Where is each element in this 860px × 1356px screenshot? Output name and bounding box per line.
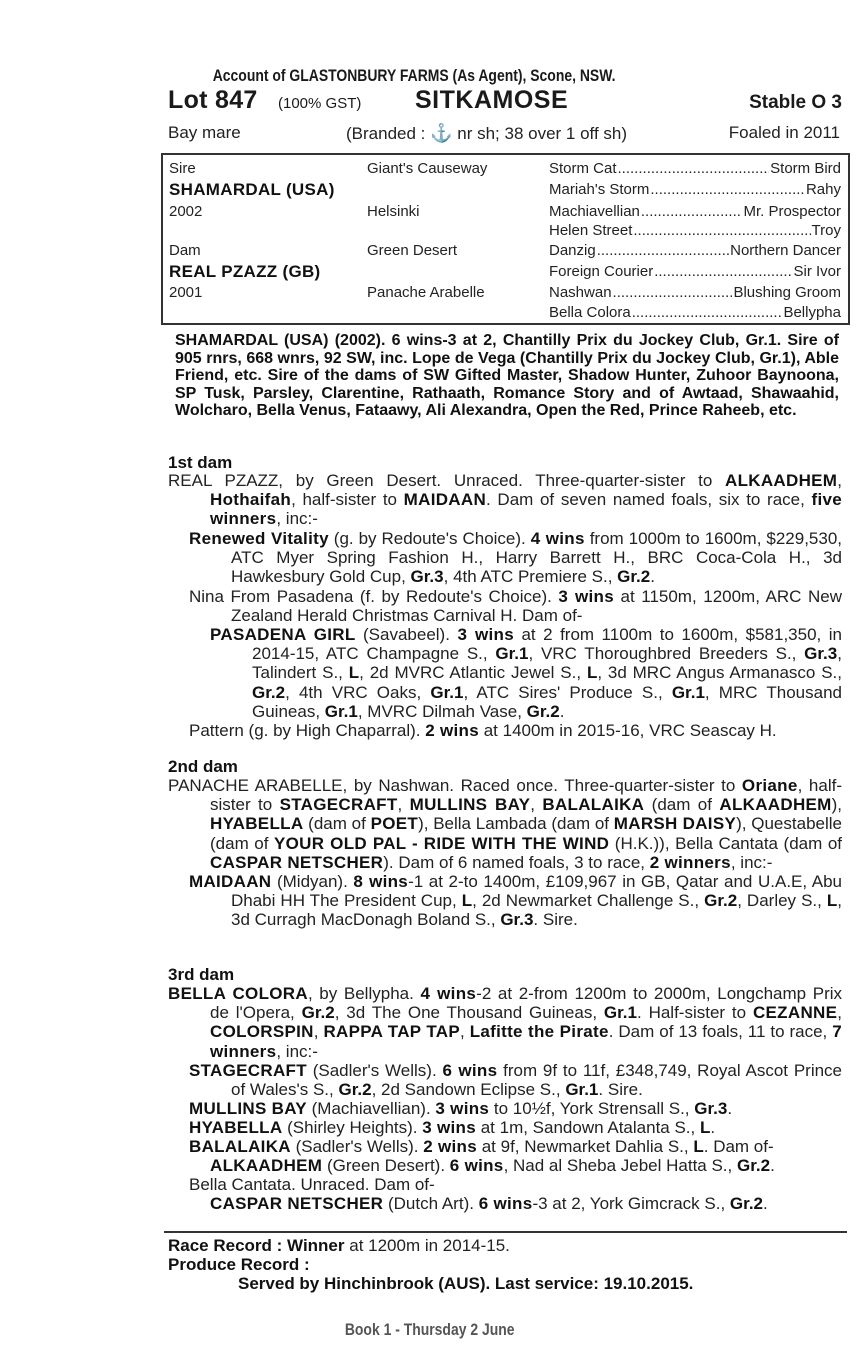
race-grade: L — [586, 663, 598, 683]
dam-name: REAL PZAZZ (GB) — [169, 262, 321, 281]
entry-text: (Midyan). — [271, 872, 354, 891]
entry-text: PANACHE ARABELLE, by Nashwan. Raced once. Three-quarter-sister to — [168, 776, 742, 795]
race-grade: L — [826, 891, 838, 911]
entry-text: ), Bella Lambada (dam of — [418, 814, 614, 834]
race-grade: Gr.3 — [804, 644, 838, 664]
entry-text: . — [763, 1194, 768, 1213]
entry-text: , VRC Thoroughbred Breeders S., — [528, 644, 805, 664]
horse-highlight: Renewed Vitality — [189, 529, 329, 548]
entry-text: (Savabeel). — [355, 625, 458, 644]
horse-highlight: five winners — [210, 490, 842, 529]
entry-text: . Sire. — [598, 1080, 643, 1100]
entry-text: Nina From Pasadena (f. by Redoute's Choice). — [189, 587, 559, 606]
horse-highlight: CASPAR NETSCHER — [210, 852, 384, 872]
page-footer: Book 1 - Thursday 2 June — [344, 1320, 515, 1339]
entry-text: . — [559, 701, 565, 721]
brand-suffix: nr sh; 38 over 1 off sh) — [452, 124, 628, 143]
entry-text: , inc:- — [276, 1041, 318, 1061]
entry-text: -3 at 2, York Gimcrack S., — [532, 1194, 730, 1213]
race-grade: Gr.2 — [301, 1003, 335, 1023]
horse-highlight: 6 wins — [442, 1061, 498, 1080]
sire-summary: SHAMARDAL (USA) (2002). 6 wins-3 at 2, Chantilly Prix du Jockey Club, Gr.1. Sire of 905 rnrs, 668 wnrs, 92 SW, inc. Lope de Vega (Chantilly Prix du Jockey Club, Gr.1), Able Friend, etc. Sire of the dams of SW Gifted Master, Shadow Hunter, Zuhoor Baynoona, SP Tusk, Parsley, Clarentine, Rathaath, Romance Story and of Awtaad, Shawaahid, Wolcharo, Bella Venus, Fataawy, Ali Alexandra, Open the Red, Prince Raheeb, etc. — [175, 332, 839, 419]
entry-text: , — [313, 1022, 324, 1042]
horse-highlight: CEZANNE — [752, 1003, 838, 1023]
entry-text: , 3d The One Thousand Guineas, — [334, 1003, 604, 1023]
pedigree-g3-row: Mariah's Storm ..... Rahy — [549, 181, 841, 198]
horse-highlight: 7 winners — [210, 1022, 842, 1061]
entry-text: -1 at 2-to 1400m, £109,967 in GB, Qatar and U.A.E, Abu Dhabi HH The President Cup, — [231, 872, 843, 911]
race-grade: Gr.1 — [565, 1080, 599, 1100]
horse-highlight: RAPPA TAP TAP — [323, 1022, 461, 1042]
horse-highlight: 6 wins — [449, 1156, 504, 1175]
entry-text: from 1000m to 1600m, $229,530, ATC Myer Spring Fashion H., Harry Barrett H., BRC Coca-Cola H., 3d Hawkesbury Gold Cup, — [231, 529, 843, 587]
entry-text: . Dam of- — [703, 1137, 774, 1156]
entry-text: , Nad al Sheba Jebel Hatta S., — [503, 1156, 737, 1175]
pedigree-entry — [189, 721, 842, 740]
horse-highlight: Hothaifah — [210, 490, 292, 510]
race-grade: Gr.2 — [526, 701, 560, 721]
dam-label: Dam — [169, 242, 201, 259]
stable-location: Stable O 3 — [749, 92, 842, 113]
entry-text: ), Questabelle (dam of — [210, 814, 842, 853]
section-divider — [164, 1231, 847, 1233]
pedigree-g3-row: Storm Cat ..... Storm Bird — [549, 160, 841, 177]
entry-text: , MVRC Dilmah Vase, — [357, 701, 527, 721]
race-grade: Gr.2 — [338, 1080, 372, 1100]
brand-prefix: (Branded : — [346, 124, 431, 143]
entry-text: (dam of — [303, 814, 371, 834]
horse-highlight: 8 wins — [353, 872, 409, 891]
race-grade: L — [699, 1118, 711, 1137]
entry-text: (Sadler's Wells). — [290, 1137, 424, 1156]
entry-text: (Machiavellian). — [306, 1099, 436, 1118]
race-grade: Gr.3 — [500, 910, 534, 930]
race-grade: Gr.3 — [694, 1099, 728, 1118]
entry-text: , inc:- — [730, 852, 773, 872]
race-grade: Gr.1 — [430, 682, 464, 702]
entry-text: , — [397, 795, 410, 815]
entry-text: . — [710, 1118, 716, 1137]
entry-text: , ATC Sires' Produce S., — [463, 682, 672, 702]
race-record — [168, 1236, 510, 1256]
pedigree-g3-row: Bella Colora ..... Bellypha — [549, 304, 841, 321]
entry-text: , — [837, 471, 842, 490]
horse-highlight: 4 wins — [530, 529, 585, 548]
pedigree-entry — [210, 1194, 842, 1213]
pedigree-entry — [168, 984, 842, 1061]
horse-highlight: PASADENA GIRL — [210, 625, 356, 644]
entry-text: REAL PZAZZ, by Green Desert. Unraced. Three-quarter-sister to — [168, 471, 726, 490]
horse-highlight: Oriane — [741, 776, 798, 795]
produce-record-label: Produce Record : — [168, 1255, 310, 1274]
lot-header — [168, 86, 842, 118]
pedigree-entry — [189, 587, 842, 625]
horse-sex: Bay mare — [168, 123, 241, 142]
pedigree-entry — [168, 776, 842, 872]
pedigree-g3-row: Danzig ..... Northern Dancer — [549, 242, 841, 259]
race-record-result: Winner — [287, 1236, 345, 1255]
horse-highlight: HYABELLA — [189, 1118, 283, 1137]
entry-text: to 10½f, York Strensall S., — [489, 1099, 695, 1118]
lot-number: Lot 847 — [168, 86, 258, 114]
dam-year: 2001 — [169, 284, 203, 301]
dam-sire: Green Desert — [367, 242, 458, 259]
race-record-detail: at 1200m in 2014-15. — [344, 1236, 510, 1255]
gst-note: (100% GST) — [278, 95, 362, 112]
horse-highlight: BALALAIKA — [189, 1137, 291, 1156]
entry-text: , 3d Curragh MacDonagh Boland S., — [231, 891, 842, 930]
entry-text: (Dutch Art). — [383, 1194, 479, 1213]
entry-text: (Green Desert). — [322, 1156, 450, 1175]
pedigree-entry — [210, 1156, 842, 1175]
sire-label: Sire — [169, 160, 196, 177]
horse-highlight: CASPAR NETSCHER — [210, 1194, 384, 1213]
entry-text: . — [727, 1099, 733, 1118]
race-grade: Gr.2 — [729, 1194, 764, 1213]
foaled-year: Foaled in 2011 — [728, 123, 840, 142]
pedigree-g3-row: Helen Street ..... Troy — [549, 222, 841, 239]
horse-highlight: POET — [370, 814, 419, 834]
entry-text: , half-sister to — [291, 490, 404, 510]
pedigree-g3-row: Nashwan ..... Blushing Groom — [549, 284, 841, 301]
dam-dam: Panache Arabelle — [367, 284, 485, 301]
second-dam-heading: 2nd dam — [168, 757, 238, 776]
pedigree-entry — [189, 1137, 842, 1156]
entry-text: . Dam of 13 foals, 11 to race, — [608, 1022, 833, 1042]
entry-text: at 2 from 1100m to 1600m, $581,350, in 2014-15, ATC Champagne S., — [252, 625, 842, 664]
entry-text: from 9f to 11f, £348,749, Royal Ascot Prince of Wales's S., — [231, 1061, 843, 1100]
entry-text: , 2d Newmarket Challenge S., — [472, 891, 705, 911]
race-record-label: Race Record : — [168, 1236, 288, 1255]
pedigree-entry — [189, 872, 842, 930]
horse-highlight: MARSH DAISY — [613, 814, 737, 834]
sire-name: SHAMARDAL (USA) — [169, 180, 335, 199]
horse-highlight: 2 wins — [423, 1137, 477, 1156]
horse-highlight: MULLINS BAY — [189, 1099, 307, 1118]
entry-text: at 1m, Sandown Atalanta S., — [476, 1118, 700, 1137]
race-grade: Gr.2 — [704, 891, 738, 911]
horse-highlight: 4 wins — [420, 984, 477, 1003]
entry-text: . — [650, 567, 655, 587]
entry-text: Bella Cantata. Unraced. Dam of- — [189, 1175, 435, 1194]
entry-text: at 9f, Newmarket Dahlia S., — [476, 1137, 694, 1156]
entry-text: (H.K.)), Bella Cantata (dam of — [609, 833, 843, 853]
pedigree-entry — [168, 471, 842, 529]
race-grade: Gr.1 — [324, 701, 358, 721]
entry-text: ), — [831, 795, 843, 815]
entry-text: . — [770, 1156, 775, 1175]
horse-highlight: COLORSPIN — [210, 1022, 314, 1042]
pedigree-table — [161, 153, 850, 325]
sire-sire: Giant's Causeway — [367, 160, 488, 177]
entry-text: . Dam of seven named foals, six to race, — [486, 490, 812, 510]
horse-highlight: MAIDAAN — [403, 490, 487, 510]
horse-highlight: YOUR OLD PAL - RIDE WITH THE WIND — [274, 833, 610, 853]
horse-highlight: 3 wins — [422, 1118, 476, 1137]
entry-text: at 1400m in 2015-16, VRC Seascay H. — [478, 721, 777, 740]
sire-dam: Helsinki — [367, 203, 420, 220]
horse-highlight: Lafitte the Pirate — [469, 1022, 609, 1042]
entry-text: , — [837, 1003, 842, 1023]
entry-text: , Darley S., — [737, 891, 827, 911]
vendor-account: Account of GLASTONBURY FARMS (As Agent), Scone, NSW. — [212, 66, 616, 85]
entry-text: , 4th VRC Oaks, — [285, 682, 431, 702]
entry-text: , Talindert S., — [252, 644, 842, 683]
entry-text: at 1150m, 1200m, ARC New Zealand Herald Christmas Carnival H. Dam of- — [231, 587, 842, 626]
horse-highlight: 2 wins — [425, 721, 479, 740]
pedigree-g3-row: Foreign Courier ..... Sir Ivor — [549, 263, 841, 280]
race-grade: L — [461, 891, 473, 911]
pedigree-entry — [189, 1099, 842, 1118]
pedigree-entry — [189, 1175, 842, 1194]
service-note: Served by Hinchinbrook (AUS). Last service: 19.10.2015. — [238, 1274, 694, 1293]
entry-text: , 2d MVRC Atlantic Jewel S., — [359, 663, 587, 683]
horse-highlight: MAIDAAN — [189, 872, 272, 891]
horse-highlight: ALKAADHEM — [725, 471, 838, 490]
race-grade: Gr.3 — [410, 567, 444, 587]
entry-text: -2 at 2-from 1200m to 2000m, Longchamp Prix de l'Opera, — [210, 984, 843, 1023]
entry-text: , by Bellypha. — [307, 984, 421, 1003]
horse-highlight: 3 wins — [558, 587, 614, 606]
entry-text: , 4th ATC Premiere S., — [443, 567, 618, 587]
entry-text: , — [530, 795, 543, 815]
pedigree-entry — [189, 529, 842, 587]
brand-description — [346, 123, 627, 144]
pedigree-entry — [189, 1118, 842, 1137]
entry-text: . Sire. — [533, 910, 578, 930]
entry-text: , half-sister to — [210, 776, 842, 815]
race-grade: Gr.1 — [495, 644, 529, 664]
entry-text: Pattern (g. by High Chaparral). — [189, 721, 426, 740]
race-grade: Gr.2 — [736, 1156, 771, 1175]
third-dam-heading: 3rd dam — [168, 965, 235, 984]
pedigree-g3-row: Machiavellian ..... Mr. Prospector — [549, 203, 841, 220]
horse-highlight: BELLA COLORA — [168, 984, 308, 1003]
horse-highlight: HYABELLA — [210, 814, 304, 834]
horse-highlight: ALKAADHEM — [719, 795, 832, 815]
horse-highlight: STAGECRAFT — [189, 1061, 307, 1080]
pedigree-entry — [210, 625, 842, 721]
race-grade: Gr.2 — [252, 682, 286, 702]
entry-text: , MRC Thousand Guineas, — [252, 682, 842, 721]
anchor-icon: ⚓ — [430, 123, 453, 143]
entry-text: (dam of — [644, 795, 720, 815]
race-grade: L — [348, 663, 360, 683]
horse-highlight: BALALAIKA — [542, 795, 645, 815]
pedigree-entry — [189, 1061, 842, 1099]
entry-text: (g. by Redoute's Choice). — [328, 529, 531, 548]
horse-highlight: 2 winners — [649, 852, 731, 872]
entry-text: . Half-sister to — [637, 1003, 753, 1023]
horse-highlight: 3 wins — [457, 625, 514, 644]
race-grade: Gr.1 — [671, 682, 705, 702]
race-grade: Gr.2 — [617, 567, 651, 587]
entry-text: ). Dam of 6 named foals, 3 to race, — [383, 852, 650, 872]
entry-text: , inc:- — [276, 509, 318, 529]
race-grade: L — [693, 1137, 704, 1156]
race-grade: Gr.1 — [603, 1003, 637, 1023]
entry-text: (Sadler's Wells). — [306, 1061, 443, 1080]
horse-highlight: ALKAADHEM — [210, 1156, 323, 1175]
horse-highlight: MULLINS BAY — [409, 795, 531, 815]
horse-highlight: 6 wins — [478, 1194, 533, 1213]
entry-text: , 2d Sandown Eclipse S., — [371, 1080, 566, 1100]
entry-text: , 3d MRC Angus Armanasco S., — [597, 663, 842, 683]
first-dam-heading: 1st dam — [168, 453, 233, 472]
horse-highlight: 3 wins — [435, 1099, 490, 1118]
horse-details — [168, 123, 840, 145]
entry-text: , — [460, 1022, 470, 1042]
horse-name: SITKAMOSE — [415, 86, 569, 114]
sire-year: 2002 — [169, 203, 203, 220]
entry-text: (Shirley Heights). — [282, 1118, 423, 1137]
horse-highlight: STAGECRAFT — [279, 795, 398, 815]
